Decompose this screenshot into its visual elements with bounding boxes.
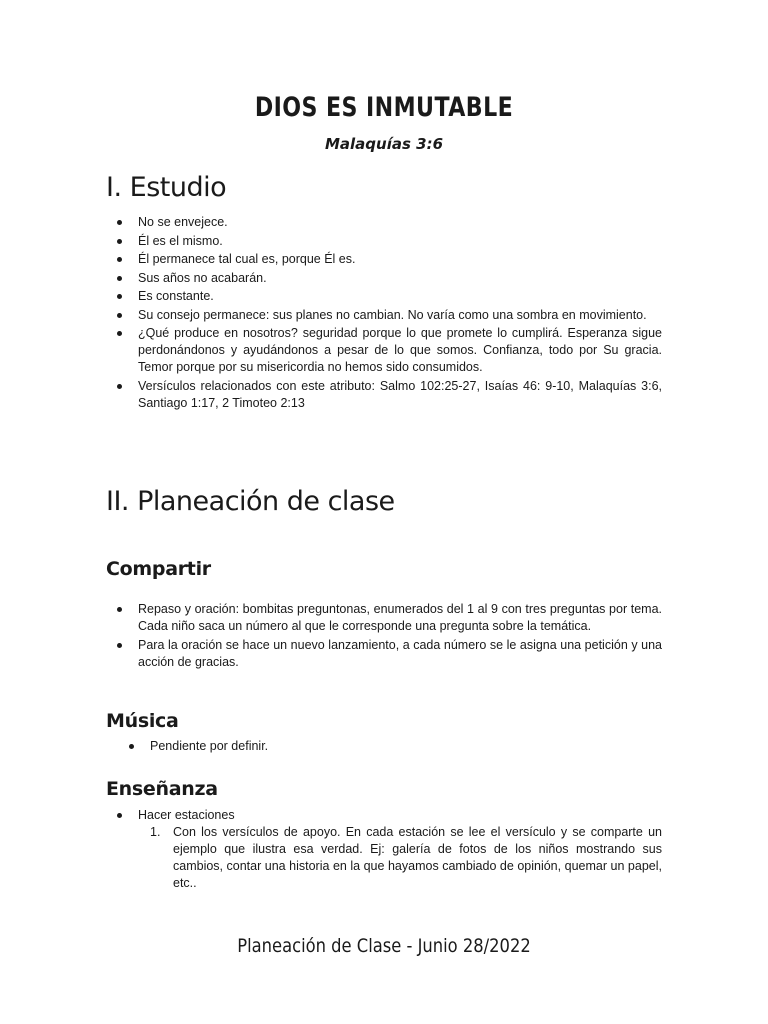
list-item: Para la oración se hace un nuevo lanzamiento, a cada número se le asigna una petición y una acción de gracias. xyxy=(114,637,662,671)
subheading-ensenanza: Enseñanza xyxy=(106,778,218,800)
estudio-list xyxy=(114,214,662,413)
list-item: Pendiente por definir. xyxy=(126,738,662,755)
section-heading-estudio: I. Estudio xyxy=(106,172,227,203)
list-item: ¿Qué produce en nosotros? seguridad porque lo que promete lo cumplirá. Esperanza sigue perdonándonos y ayudándonos a pesar de lo que somos. Confianza, todo por Su gracia. Temor porque por su misericordia no hemos sido consumidos. xyxy=(114,325,662,376)
item-text: Con los versículos de apoyo. En cada estación se lee el versículo y se comparte un ejemplo que ilustra esa verdad. Ej: galería de fotos de los niños mostrando sus cambios, contar una historia en la que hayamos cambiado de opinión, quemar un papel, etc.. xyxy=(173,825,662,890)
page-footer: Planeación de Clase - Junio 28/2022 xyxy=(237,935,531,957)
subheading-musica: Música xyxy=(106,710,179,732)
list-item: Versículos relacionados con este atributo: Salmo 102:25-27, Isaías 46: 9-10, Malaquías 3:6, Santiago 1:17, 2 Timoteo 2:13 xyxy=(114,378,662,412)
compartir-list xyxy=(114,601,662,672)
list-item: Su consejo permanece: sus planes no cambian. No varía como una sombra en movimiento. xyxy=(114,307,662,324)
list-item: Es constante. xyxy=(114,288,662,305)
numbered-item xyxy=(146,824,662,892)
section-heading-planeacion: II. Planeación de clase xyxy=(106,486,395,517)
ensenanza-steps xyxy=(146,824,662,892)
ensenanza-list xyxy=(114,807,662,826)
list-item: Hacer estaciones xyxy=(114,807,662,824)
list-item: Él permanece tal cual es, porque Él es. xyxy=(114,251,662,268)
scripture-reference: Malaquías 3:6 xyxy=(324,135,443,153)
page-title: DIOS ES INMUTABLE xyxy=(254,92,514,123)
musica-list xyxy=(126,738,662,757)
list-item: Sus años no acabarán. xyxy=(114,270,662,287)
list-item: Repaso y oración: bombitas preguntonas, enumerados del 1 al 9 con tres preguntas por tema. Cada niño saca un número al que le corresponde una pregunta sobre la temática. xyxy=(114,601,662,635)
list-item: Él es el mismo. xyxy=(114,233,662,250)
item-number: 1. xyxy=(150,825,161,839)
list-item: No se envejece. xyxy=(114,214,662,231)
subheading-compartir: Compartir xyxy=(106,558,211,580)
